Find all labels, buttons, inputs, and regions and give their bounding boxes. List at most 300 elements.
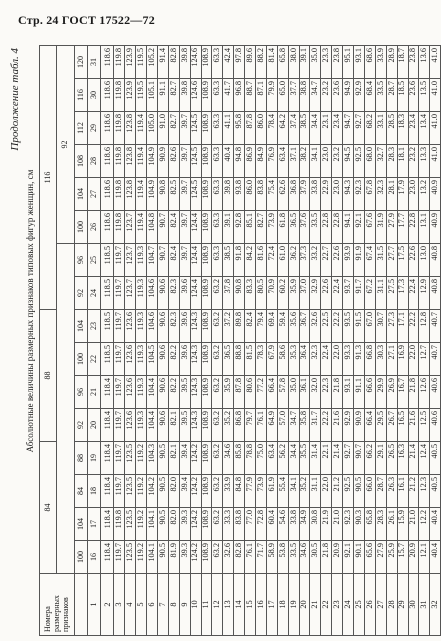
feature-number: 20 — [299, 574, 310, 636]
value-cell: 32.6 — [310, 310, 321, 343]
value-cell: 108.9 — [201, 178, 212, 211]
value-cell: 36.7 — [299, 310, 310, 343]
value-cell: 82.0 — [168, 508, 179, 541]
size-header: 112 — [74, 112, 87, 145]
value-cell: 34.9 — [299, 508, 310, 541]
value-cell: 21.4 — [332, 442, 343, 475]
table-row — [408, 46, 419, 636]
column-number: 26 — [87, 211, 100, 244]
value-cell: 118.6 — [100, 145, 114, 178]
value-cell: 35.6 — [288, 310, 299, 343]
value-cell: 124.2 — [190, 442, 201, 475]
value-cell: 108.9 — [201, 409, 212, 442]
value-cell: 93.1 — [354, 46, 365, 79]
value-cell: 108.9 — [201, 343, 212, 376]
value-cell: 82.2 — [168, 376, 179, 409]
value-cell: 85.1 — [245, 211, 256, 244]
value-cell: 95.8 — [234, 112, 245, 145]
feature-number: 8 — [168, 574, 179, 636]
value-cell: 32.3 — [310, 343, 321, 376]
value-cell: 33.5 — [375, 79, 386, 112]
value-cell: 88.7 — [245, 79, 256, 112]
value-cell: 12.4 — [419, 442, 430, 475]
table-row — [256, 46, 267, 636]
value-cell: 119.2 — [136, 442, 147, 475]
value-cell: 78.3 — [256, 343, 267, 376]
value-cell: 124.2 — [190, 475, 201, 508]
value-cell: 13.3 — [419, 145, 430, 178]
value-cell: 39.3 — [179, 508, 190, 541]
value-cell: 30.7 — [375, 310, 386, 343]
value-cell: 118.4 — [100, 409, 114, 442]
feature-number: 3 — [114, 574, 125, 636]
value-cell: 29.1 — [375, 442, 386, 475]
value-cell: 78.8 — [245, 442, 256, 475]
column-number: 18 — [87, 475, 100, 508]
rotated-table-sheet — [5, 40, 440, 636]
size-header: 108 — [74, 145, 87, 178]
value-cell: 22.4 — [408, 277, 419, 310]
value-cell: 66.8 — [364, 343, 375, 376]
feature-number: 15 — [245, 574, 256, 636]
value-cell: 33.3 — [223, 508, 234, 541]
value-cell: 17.3 — [397, 277, 408, 310]
value-cell: 75.4 — [266, 178, 277, 211]
value-cell: 39.7 — [179, 244, 190, 277]
value-cell: 77.0 — [245, 508, 256, 541]
value-cell: 35.2 — [299, 475, 310, 508]
value-cell: 57.0 — [277, 409, 288, 442]
value-cell: 23.2 — [408, 145, 419, 178]
value-cell: 67.8 — [364, 178, 375, 211]
value-cell: 90.5 — [158, 541, 169, 574]
value-cell: 22.7 — [321, 244, 332, 277]
value-cell: 40.4 — [223, 145, 234, 178]
size-header: 88 — [74, 442, 87, 475]
value-cell: 37.1 — [288, 145, 299, 178]
feature-number: 19 — [288, 574, 299, 636]
value-cell: 104.3 — [147, 442, 158, 475]
value-cell: 22.9 — [321, 178, 332, 211]
value-cell: 118.4 — [100, 541, 114, 574]
value-cell: 33.1 — [375, 112, 386, 145]
value-cell: 38.8 — [299, 79, 310, 112]
measurement-table — [39, 45, 441, 636]
value-cell: 119.7 — [114, 277, 125, 310]
value-cell: 12.7 — [419, 343, 430, 376]
value-cell: 23.8 — [408, 46, 419, 79]
value-cell: 86.8 — [234, 409, 245, 442]
value-cell: 34.7 — [288, 409, 299, 442]
group-header: 84 — [40, 442, 57, 574]
value-cell: 119.5 — [136, 79, 147, 112]
value-cell: 82.8 — [234, 541, 245, 574]
value-cell: 18.1 — [397, 145, 408, 178]
value-cell: 53.8 — [277, 541, 288, 574]
value-cell: 119.8 — [114, 508, 125, 541]
value-cell: 16.3 — [397, 442, 408, 475]
value-cell: 90.6 — [158, 277, 169, 310]
value-cell: 40.4 — [430, 541, 441, 574]
value-cell: 82.4 — [168, 211, 179, 244]
value-cell: 108.9 — [201, 46, 212, 79]
value-cell: 39.7 — [179, 211, 190, 244]
value-cell: 21.8 — [321, 541, 332, 574]
value-cell: 69.4 — [266, 310, 277, 343]
value-cell: 28.3 — [386, 145, 397, 178]
value-cell: 21.0 — [332, 508, 343, 541]
value-cell: 91.5 — [354, 310, 365, 343]
value-cell: 91.7 — [354, 277, 365, 310]
value-cell: 119.8 — [114, 145, 125, 178]
value-cell: 41.0 — [430, 46, 441, 79]
value-cell: 40.8 — [430, 244, 441, 277]
value-cell: 40.8 — [430, 277, 441, 310]
table-row — [168, 46, 179, 636]
value-cell: 68.2 — [364, 112, 375, 145]
table-area — [5, 40, 440, 636]
value-cell: 37.2 — [223, 310, 234, 343]
value-cell: 105.1 — [147, 79, 158, 112]
value-cell: 90.9 — [158, 145, 169, 178]
value-cell: 118.6 — [100, 112, 114, 145]
value-cell: 119.2 — [136, 475, 147, 508]
value-cell: 90.6 — [158, 310, 169, 343]
value-cell: 119.4 — [136, 178, 147, 211]
value-cell: 26.3 — [386, 475, 397, 508]
value-cell: 81.6 — [256, 244, 267, 277]
value-cell: 64.9 — [266, 409, 277, 442]
value-cell: 21.6 — [332, 409, 343, 442]
table-row — [419, 46, 430, 636]
value-cell: 82.0 — [168, 475, 179, 508]
feature-number: 10 — [190, 574, 201, 636]
value-cell: 105.0 — [147, 112, 158, 145]
value-cell: 54.6 — [277, 508, 288, 541]
value-cell: 25.9 — [386, 541, 397, 574]
value-cell: 23.4 — [408, 112, 419, 145]
feature-number: 4 — [125, 574, 136, 636]
value-cell: 62.6 — [277, 178, 288, 211]
value-cell: 39.5 — [179, 409, 190, 442]
value-cell: 124.2 — [190, 541, 201, 574]
value-cell: 82.5 — [168, 178, 179, 211]
value-cell: 82.6 — [168, 145, 179, 178]
table-row — [147, 46, 158, 636]
column-number: 20 — [87, 409, 100, 442]
table-row — [354, 46, 365, 636]
value-cell: 92.7 — [343, 442, 354, 475]
value-cell: 33.9 — [223, 475, 234, 508]
value-cell: 31.7 — [310, 409, 321, 442]
value-cell: 76.9 — [266, 145, 277, 178]
value-cell: 76.1 — [256, 409, 267, 442]
value-cell: 73.9 — [256, 475, 267, 508]
value-cell: 42.4 — [223, 46, 234, 79]
value-cell: 22.8 — [321, 211, 332, 244]
value-cell: 66.0 — [364, 475, 375, 508]
value-cell: 30.5 — [310, 541, 321, 574]
value-cell: 123.5 — [125, 475, 136, 508]
value-cell: 90.8 — [234, 277, 245, 310]
value-cell: 119.7 — [114, 244, 125, 277]
value-cell: 119.4 — [136, 112, 147, 145]
value-cell: 68.0 — [364, 145, 375, 178]
value-cell: 119.4 — [136, 211, 147, 244]
value-cell: 108.9 — [201, 277, 212, 310]
value-cell: 61.8 — [277, 211, 288, 244]
column-number: 17 — [87, 508, 100, 541]
value-cell: 104.8 — [147, 211, 158, 244]
column-number: 25 — [87, 244, 100, 277]
value-cell: 41.0 — [430, 112, 441, 145]
value-cell: 15.7 — [397, 541, 408, 574]
value-cell: 86.9 — [245, 145, 256, 178]
value-cell: 33.2 — [310, 244, 321, 277]
value-cell: 39.8 — [179, 46, 190, 79]
value-cell: 82.3 — [168, 277, 179, 310]
value-cell: 66.4 — [364, 409, 375, 442]
value-cell: 90.6 — [158, 376, 169, 409]
value-cell: 15.9 — [397, 508, 408, 541]
value-cell: 119.7 — [114, 541, 125, 574]
value-cell: 119.7 — [114, 442, 125, 475]
value-cell: 40.7 — [430, 343, 441, 376]
value-cell: 38.0 — [288, 46, 299, 79]
table-row — [277, 46, 288, 636]
feature-number: 32 — [430, 574, 441, 636]
value-cell: 13.5 — [419, 79, 430, 112]
feature-number: 27 — [375, 574, 386, 636]
value-cell: 33.5 — [288, 541, 299, 574]
value-cell: 35.5 — [299, 442, 310, 475]
value-cell: 104.2 — [147, 475, 158, 508]
value-cell: 119.8 — [114, 79, 125, 112]
value-cell: 34.6 — [223, 442, 234, 475]
feature-number: 7 — [158, 574, 169, 636]
table-row — [234, 46, 245, 636]
value-cell: 63.2 — [212, 343, 223, 376]
value-cell: 40.5 — [430, 442, 441, 475]
value-cell: 68.6 — [364, 46, 375, 79]
value-cell: 37.4 — [288, 112, 299, 145]
value-cell: 12.3 — [419, 475, 430, 508]
table-row — [343, 46, 354, 636]
value-cell: 40.5 — [430, 475, 441, 508]
value-cell: 118.4 — [100, 442, 114, 475]
value-cell: 28.7 — [386, 79, 397, 112]
value-cell: 93.5 — [343, 310, 354, 343]
value-cell: 77.2 — [256, 376, 267, 409]
value-cell: 39.4 — [179, 475, 190, 508]
group-header: 116 — [40, 46, 57, 310]
value-cell: 22.4 — [321, 343, 332, 376]
value-cell: 92.3 — [343, 508, 354, 541]
value-cell: 119.7 — [114, 475, 125, 508]
value-cell: 23.6 — [332, 79, 343, 112]
value-cell: 65.6 — [364, 541, 375, 574]
table-row — [212, 46, 223, 636]
value-cell: 39.3 — [179, 541, 190, 574]
value-cell: 104.1 — [147, 508, 158, 541]
value-cell: 37.8 — [223, 277, 234, 310]
value-cell: 124.5 — [190, 178, 201, 211]
value-cell: 82.3 — [168, 310, 179, 343]
column-number: 16 — [87, 541, 100, 574]
value-cell: 12.1 — [419, 541, 430, 574]
value-cell: 79.9 — [266, 79, 277, 112]
value-cell: 123.8 — [125, 178, 136, 211]
value-cell: 28.5 — [386, 112, 397, 145]
value-cell: 39.6 — [179, 310, 190, 343]
value-cell: 63.3 — [212, 244, 223, 277]
value-cell: 21.4 — [408, 442, 419, 475]
value-cell: 22.0 — [332, 343, 343, 376]
value-cell: 118.6 — [100, 46, 114, 79]
value-cell: 39.1 — [223, 211, 234, 244]
value-cell: 118.5 — [100, 244, 114, 277]
value-cell: 41.7 — [223, 79, 234, 112]
value-cell: 119.7 — [114, 376, 125, 409]
value-cell: 87.8 — [245, 112, 256, 145]
value-cell: 83.3 — [245, 277, 256, 310]
value-cell: 21.2 — [408, 475, 419, 508]
value-cell: 67.6 — [364, 211, 375, 244]
size-header: 84 — [74, 475, 87, 508]
value-cell: 22.0 — [408, 343, 419, 376]
value-cell: 123.8 — [125, 112, 136, 145]
value-cell: 108.9 — [201, 145, 212, 178]
subgroup-header: 92 — [57, 46, 74, 244]
value-cell: 20.9 — [408, 541, 419, 574]
value-cell: 92.9 — [343, 409, 354, 442]
value-cell: 64.2 — [277, 112, 288, 145]
value-cell: 67.2 — [364, 277, 375, 310]
value-cell: 22.3 — [321, 376, 332, 409]
value-cell: 93.1 — [343, 376, 354, 409]
value-cell: 90.7 — [354, 442, 365, 475]
feature-number: 30 — [408, 574, 419, 636]
value-cell: 36.1 — [299, 376, 310, 409]
value-cell: 22.8 — [408, 211, 419, 244]
value-cell: 92.5 — [343, 475, 354, 508]
value-cell: 35.8 — [299, 409, 310, 442]
feature-number: 26 — [364, 574, 375, 636]
value-cell: 39.5 — [179, 376, 190, 409]
value-cell: 60.4 — [266, 508, 277, 541]
value-cell: 32.3 — [375, 178, 386, 211]
value-cell: 16.1 — [397, 475, 408, 508]
value-cell: 40.6 — [430, 409, 441, 442]
value-cell: 94.7 — [343, 112, 354, 145]
value-cell: 22.2 — [321, 409, 332, 442]
value-cell: 70.9 — [266, 277, 277, 310]
value-cell: 16.5 — [397, 409, 408, 442]
value-cell: 90.3 — [354, 508, 365, 541]
value-cell: 36.8 — [288, 178, 299, 211]
value-cell: 123.6 — [125, 310, 136, 343]
value-cell: 83.8 — [234, 508, 245, 541]
column-number: 21 — [87, 376, 100, 409]
value-cell: 27.7 — [386, 244, 397, 277]
value-cell: 92.3 — [354, 178, 365, 211]
value-cell: 104.5 — [147, 343, 158, 376]
value-cell: 31.9 — [375, 211, 386, 244]
subgroup-blank — [57, 244, 74, 574]
value-cell: 92.9 — [354, 79, 365, 112]
size-header: 104 — [74, 310, 87, 343]
value-cell: 82.7 — [168, 112, 179, 145]
table-row — [136, 46, 147, 636]
size-row-blank — [74, 574, 87, 636]
value-cell: 124.4 — [190, 244, 201, 277]
value-cell: 63.2 — [212, 277, 223, 310]
value-cell: 39.7 — [179, 178, 190, 211]
value-cell: 81.4 — [266, 46, 277, 79]
value-cell: 104.7 — [147, 244, 158, 277]
column-number: 30 — [87, 79, 100, 112]
value-cell: 108.9 — [201, 475, 212, 508]
value-cell: 22.2 — [408, 310, 419, 343]
table-row — [397, 46, 408, 636]
value-cell: 33.5 — [310, 211, 321, 244]
value-cell: 97.8 — [234, 46, 245, 79]
value-cell: 124.6 — [190, 46, 201, 79]
value-cell: 32.0 — [310, 376, 321, 409]
value-cell: 124.3 — [190, 343, 201, 376]
value-cell: 40.9 — [430, 211, 441, 244]
value-cell: 87.8 — [234, 376, 245, 409]
value-cell: 108.9 — [201, 211, 212, 244]
feature-number: 17 — [266, 574, 277, 636]
feature-number: 6 — [147, 574, 158, 636]
value-cell: 33.8 — [288, 508, 299, 541]
value-cell: 73.9 — [266, 211, 277, 244]
value-cell: 88.2 — [256, 46, 267, 79]
value-cell: 124.2 — [190, 508, 201, 541]
value-cell: 22.6 — [408, 244, 419, 277]
value-cell: 108.9 — [201, 244, 212, 277]
value-cell: 79.7 — [245, 409, 256, 442]
value-cell: 16.7 — [397, 376, 408, 409]
value-cell: 17.5 — [397, 244, 408, 277]
value-cell: 123.8 — [125, 145, 136, 178]
value-cell: 90.6 — [158, 343, 169, 376]
value-cell: 104.6 — [147, 310, 158, 343]
value-cell: 17.1 — [397, 310, 408, 343]
feature-number: 21 — [310, 574, 321, 636]
value-cell: 119.3 — [136, 310, 147, 343]
value-cell: 66.4 — [266, 376, 277, 409]
value-cell: 84.9 — [256, 145, 267, 178]
value-cell: 21.9 — [321, 508, 332, 541]
value-cell: 96.8 — [234, 79, 245, 112]
value-cell: 63.3 — [212, 46, 223, 79]
value-cell: 86.0 — [245, 178, 256, 211]
value-cell: 37.7 — [288, 79, 299, 112]
value-cell: 39.1 — [299, 46, 310, 79]
value-cell: 32.9 — [310, 277, 321, 310]
value-cell: 13.1 — [419, 211, 430, 244]
feature-number: 9 — [179, 574, 190, 636]
value-cell: 35.3 — [288, 343, 299, 376]
value-cell: 85.8 — [234, 442, 245, 475]
value-cell: 81.5 — [245, 343, 256, 376]
value-cell: 36.2 — [288, 244, 299, 277]
value-cell: 34.4 — [288, 442, 299, 475]
value-cell: 104.4 — [147, 376, 158, 409]
value-cell: 63.4 — [266, 442, 277, 475]
